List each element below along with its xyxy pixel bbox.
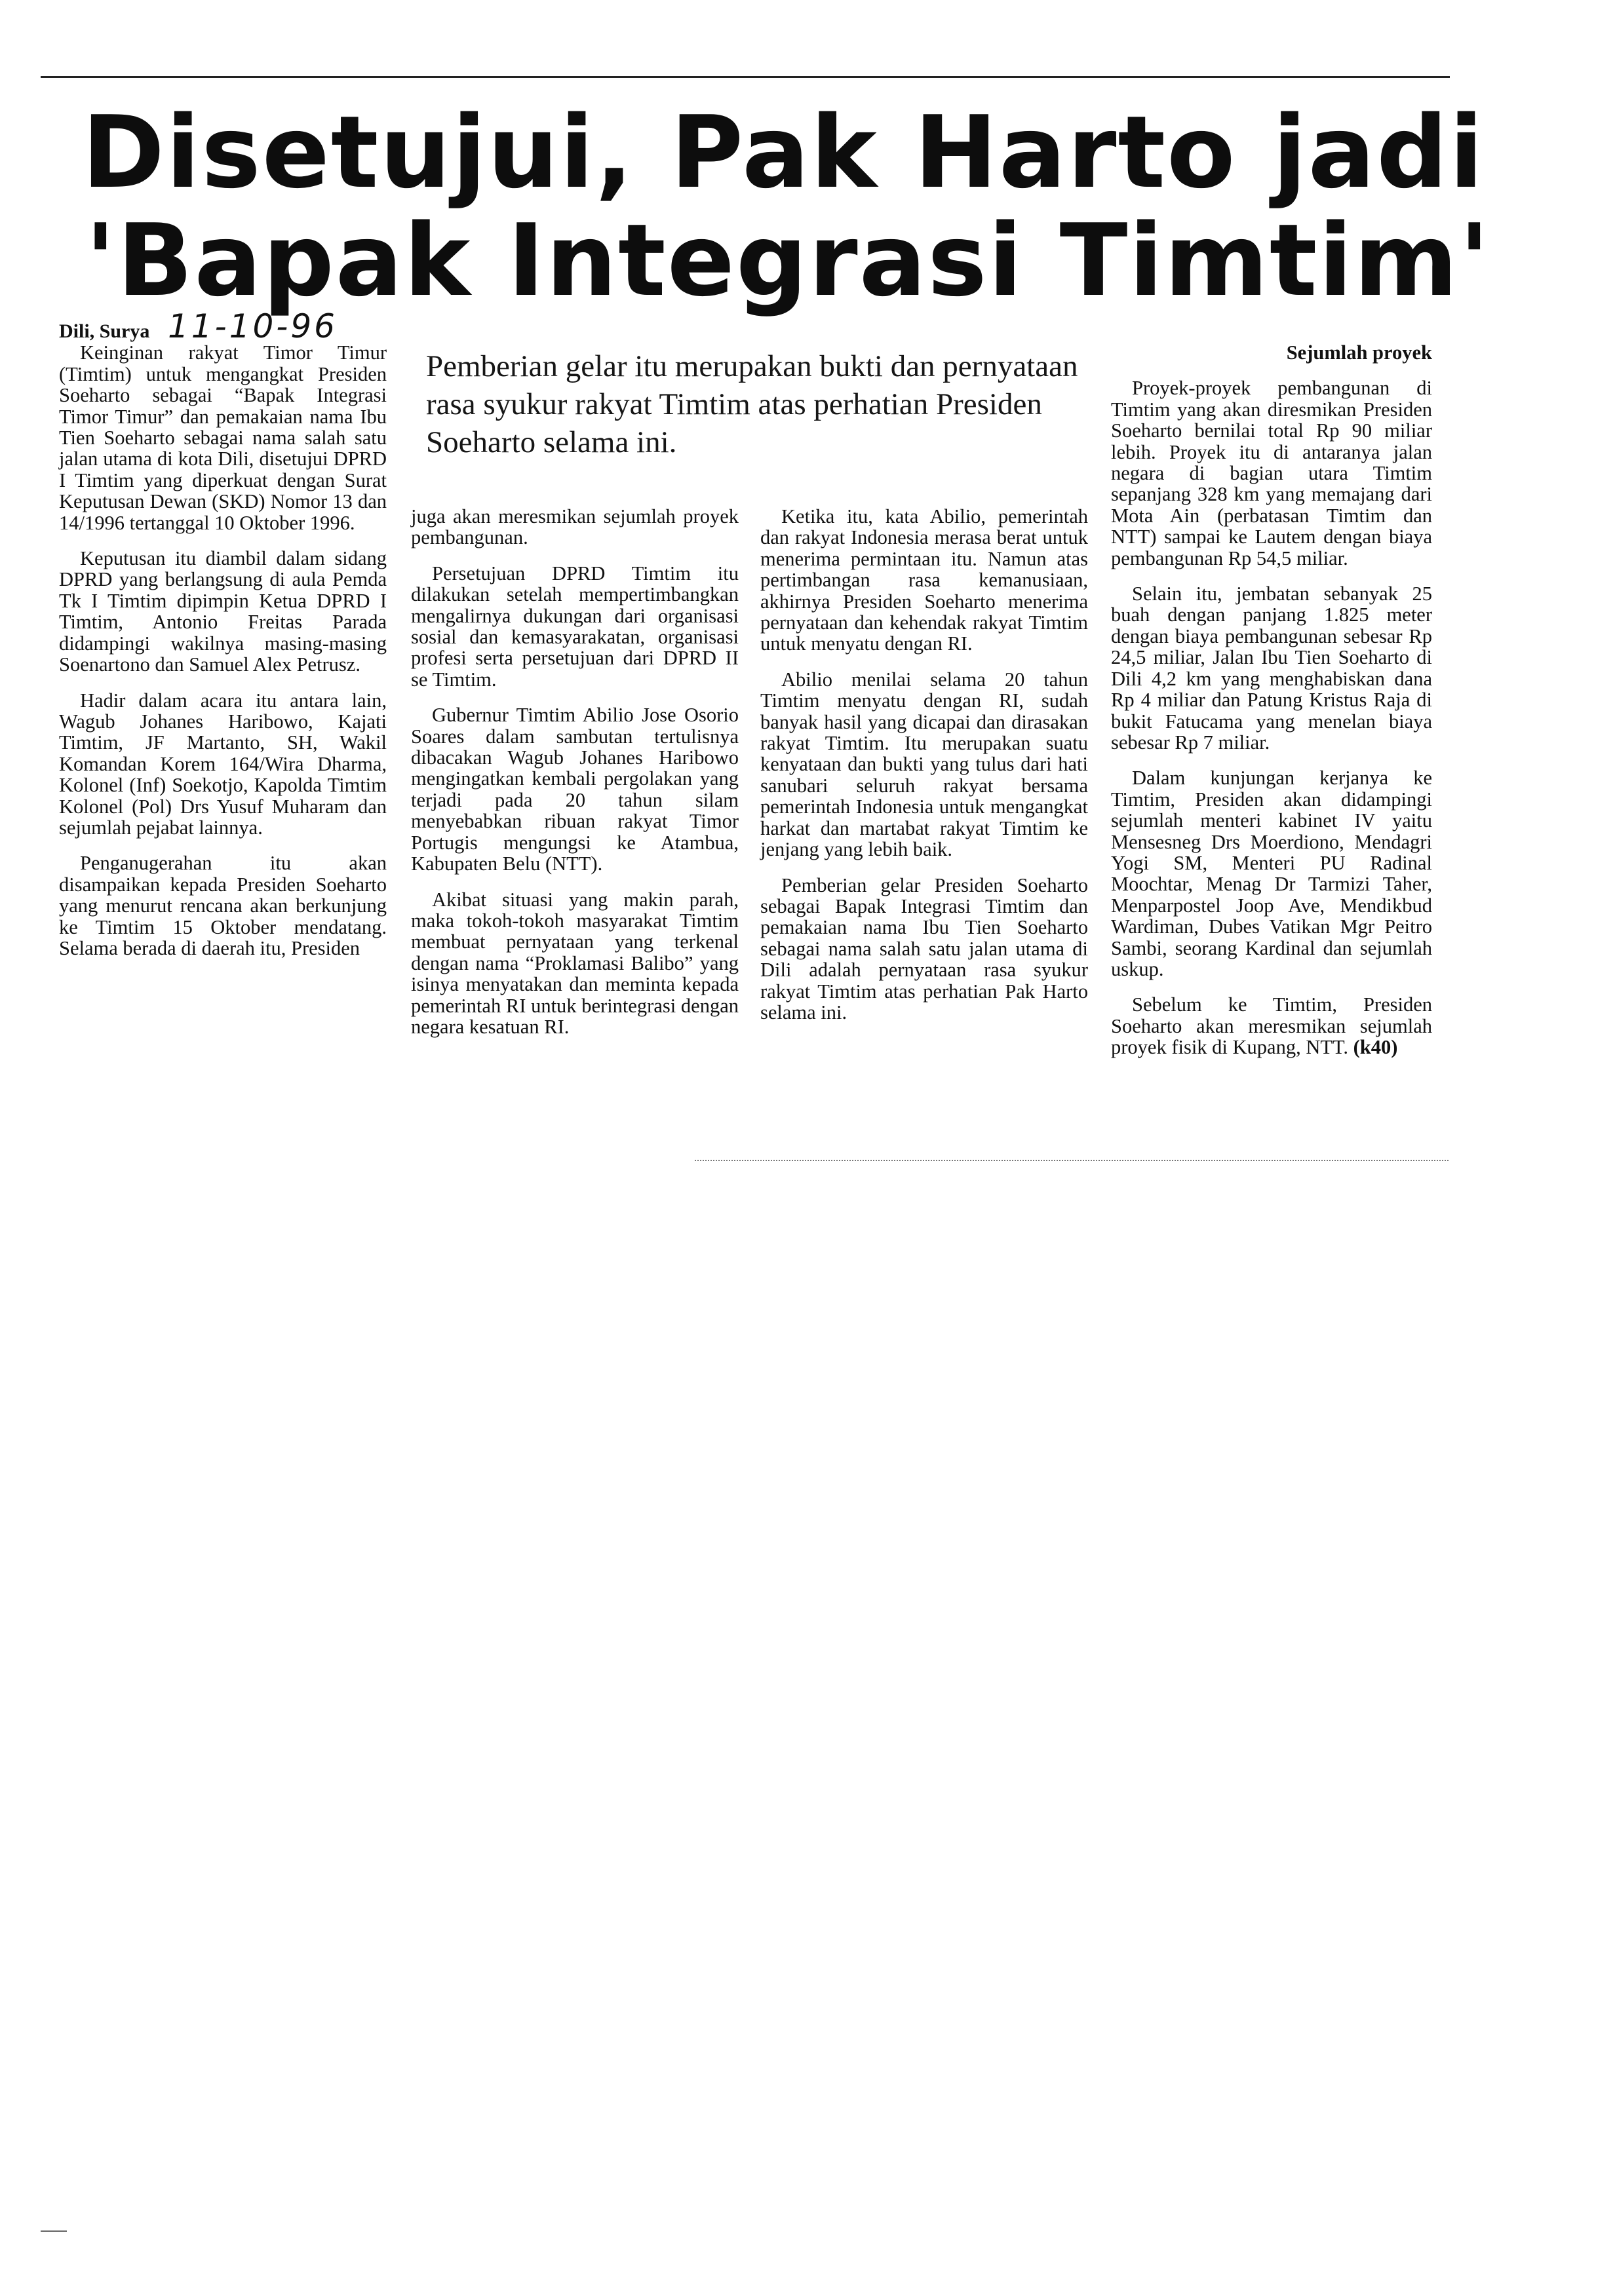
paragraph: Persetujuan DPRD Timtim itu dilakukan setelah mempertimbangkan mengalirnya dukungan dari organisasi sosial dan kemasyarakatan, organisasi profesi serta persetujuan dari DPRD II se Timtim.: [411, 562, 739, 691]
paragraph: Penganugerahan itu akan disampaikan kepada Presiden Soeharto yang menurut rencana akan berkunjung ke Timtim 15 Oktober mendatang. Selama berada di daerah itu, Presiden: [59, 852, 387, 959]
paragraph: Akibat situasi yang makin parah, maka tokoh-tokoh masyarakat Timtim membuat pernyataan yang terkenal dengan nama “Proklamasi Balibo” yang isinya menyatakan dan meminta kepada pemerintah RI untuk berintegrasi dengan negara kesatuan RI.: [411, 888, 739, 1038]
article-column-3: [760, 506, 1088, 1023]
section-subhead: Sejumlah proyek: [1286, 341, 1432, 364]
paragraph: Gubernur Timtim Abilio Jose Osorio Soares dalam sambutan tertulisnya dibacakan Wagub Johanes Haribowo mengingatkan kembali pergolakan yang terjadi pada 20 tahun silam menyebabkan ribuan rakyat Timor Portugis mengungsi ke Atambua, Kabupaten Belu (NTT).: [411, 704, 739, 875]
paragraph: Abilio menilai selama 20 tahun Timtim menyatu dengan RI, sudah banyak hasil yang dicapai dan dirasakan rakyat Timtim. Itu merupakan suatu kenyataan dan bukti yang tulus dari hati sanubari seluruh rakyat bersama pemerintah Indonesia untuk mengangkat harkat dan martabat rakyat Timtim ke jenjang yang lebih baik.: [760, 668, 1088, 861]
paragraph: Dalam kunjungan kerjanya ke Timtim, Presiden akan didampingi sejumlah menteri kabinet IV yaitu Mensesneg Drs Moerdiono, Mendagri Yogi SM, Menteri PU Radinal Moochtar, Menag Dr Tarmizi Taher, Menparpostel Joop Ave, Mendikbud Wardiman, Dubes Vatikan Mgr Peitro Sambi, seorang Kardinal dan sejumlah uskup.: [1111, 767, 1432, 980]
headline-line-2: 'Bapak Integrasi Timtim': [85, 202, 1491, 318]
paragraph: Hadir dalam acara itu antara lain, Wagub Johanes Haribowo, Kajati Timtim, JF Martanto, SH, Wakil Komandan Korem 164/Wira Dharma, Kolonel (Inf) Soekotjo, Kapolda Timtim Kolonel (Pol) Drs Yusuf Muharam dan sejumlah pejabat lainnya.: [59, 689, 387, 839]
headline-line-1: Disetujui, Pak Harto jadi: [82, 94, 1485, 210]
paragraph: Keputusan itu diambil dalam sidang DPRD yang berlangsung di aula Pemda Tk I Timtim dipimpin Ketua DPRD I Timtim, Antonio Freitas Parada didampingi wakilnya masing-masing Soenartono dan Samuel Alex Petrusz.: [59, 547, 387, 676]
paragraph: Pemberian gelar Presiden Soeharto sebagai Bapak Integrasi Timtim dan pemakaian nama Ibu Tien Soeharto sebagai nama salah satu jalan utama di Dili adalah pernyataan rasa syukur rakyat Timtim atas perhatian Pak Harto selama ini.: [760, 873, 1088, 1024]
handwritten-date: 11-10-96: [167, 307, 338, 345]
author-signature: (k40): [1353, 1036, 1398, 1059]
paragraph: juga akan meresmikan sejumlah proyek pembangunan.: [411, 505, 739, 549]
top-rule: [41, 76, 1450, 78]
article-column-2: [411, 506, 739, 1037]
paragraph: Ketika itu, kata Abilio, pemerintah dan rakyat Indonesia merasa berat untuk menerima permintaan itu. Namun atas pertimbangan rasa kemanusiaan, akhirnya Presiden Soeharto menerima pernyataan dan kehendak rakyat Timtim untuk menyatu dengan RI.: [760, 505, 1088, 655]
dateline-row: [59, 307, 387, 345]
paragraph: Keinginan rakyat Timor Timur (Timtim) untuk mengangkat Presiden Soeharto sebagai “Bapak Integrasi Timor Timur” dan pemakaian nama Ibu Tien Soeharto sebagai nama salah satu jalan utama di kota Dili, disetujui DPRD I Timtim yang diperkuat dengan Surat Keputusan Dewan (SKD) Nomor 13 dan 14/1996 tertanggal 10 Oktober 1996.: [59, 341, 387, 534]
pull-quote: Pemberian gelar itu merupakan bukti dan pernyataan rasa syukur rakyat Timtim atas perhatian Presiden Soeharto selama ini.: [426, 349, 1078, 459]
bottom-rule: [695, 1160, 1449, 1161]
paragraph: Selain itu, jembatan sebanyak 25 buah dengan panjang 1.825 meter dengan biaya pembangunan sebesar Rp 24,5 miliar, Jalan Ibu Tien Soeharto di Dili 4,2 km yang menghabiskan dana Rp 4 miliar dan Patung Kristus Raja di bukit Fatucama yang menelan biaya sebesar Rp 7 miliar.: [1111, 583, 1432, 754]
headline: [82, 94, 1491, 318]
paragraph: [1111, 994, 1432, 1058]
article-column-4: [1111, 342, 1432, 1058]
article-column-1: [59, 307, 387, 959]
page-margin-mark: [41, 2230, 67, 2232]
closing-text: Sebelum ke Timtim, Presiden Soeharto akan meresmikan sejumlah proyek fisik di Kupang, NTT.: [1111, 993, 1432, 1059]
paragraph: Proyek-proyek pembangunan di Timtim yang akan diresmikan Presiden Soeharto bernilai total Rp 90 miliar lebih. Proyek itu di antaranya jalan negara di bagian utara Timtim sepanjang 328 km yang memajang dari Mota Ain (perbatasan Timtim dan NTT) sampai ke Lautem dengan biaya pembangunan Rp 54,5 miliar.: [1111, 377, 1432, 569]
dateline: Dili, Surya: [59, 320, 150, 342]
